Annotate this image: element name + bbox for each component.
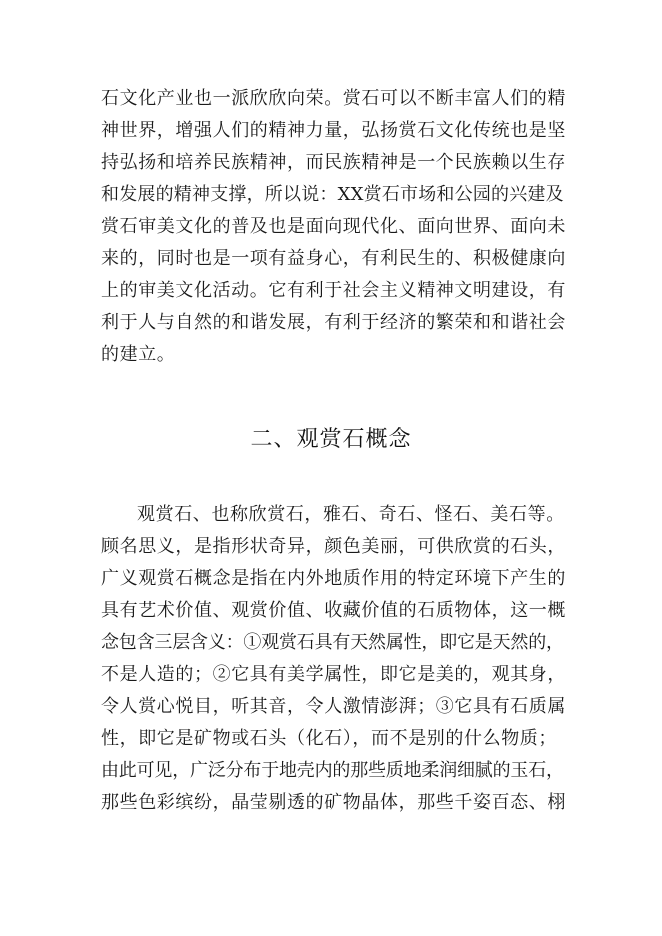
paragraph-1-line: 上的审美文化活动。它有利于社会主义精神文明建设，有 — [101, 280, 566, 301]
paragraph-1-line: 利于人与自然的和谐发展，有利于经济的繁荣和和谐社会 — [101, 312, 566, 333]
paragraph-2-line: 性，即它是矿物或石头（化石），而不是别的什么物质； — [101, 728, 557, 749]
paragraph-1-line: 赏石审美文化的普及也是面向现代化、面向世界、面向未 — [101, 216, 566, 237]
paragraph-2-line: 具有艺术价值、观赏价值、收藏价值的石质物体，这一概 — [101, 600, 566, 621]
paragraph-2-line: 由此可见，广泛分布于地壳内的那些质地柔润细腻的玉石， — [101, 760, 564, 781]
paragraph-2-line: 观赏石、也称欣赏石，雅石、奇石、怪石、美石等。 — [137, 504, 565, 525]
section-heading: 二、观赏石概念 — [250, 427, 412, 452]
paragraph-2-line: 那些色彩缤纷，晶莹剔透的矿物晶体，那些千姿百态、栩 — [101, 792, 566, 813]
paragraph-2-line: 顾名思义，是指形状奇异，颜色美丽，可供欣赏的石头， — [101, 536, 566, 557]
paragraph-1-line: 石文化产业也一派欣欣向荣。赏石可以不断丰富人们的精 — [101, 88, 566, 109]
paragraph-2-line: 广义观赏石概念是指在内外地质作用的特定环境下产生的 — [101, 568, 566, 589]
paragraph-1-line: 来的，同时也是一项有益身心，有利民生的、积极健康向 — [101, 248, 566, 269]
paragraph-1-line: 和发展的精神支撑，所以说：XX赏石市场和公园的兴建及 — [101, 184, 564, 205]
paragraph-1-line: 持弘扬和培养民族精神，而民族精神是一个民族赖以生存 — [101, 152, 566, 173]
paragraph-1-line: 的建立。 — [101, 344, 176, 365]
paragraph-2-line: 不是人造的；②它具有美学属性，即它是美的，观其身， — [101, 664, 566, 685]
paragraph-2-line: 令人赏心悦目，听其音，令人激情澎湃；③它具有石质属 — [101, 696, 566, 717]
paragraph-2-line: 念包含三层含义：①观赏石具有天然属性，即它是天然的， — [101, 632, 564, 653]
paragraph-1-line: 神世界，增强人们的精神力量，弘扬赏石文化传统也是坚 — [101, 120, 566, 141]
